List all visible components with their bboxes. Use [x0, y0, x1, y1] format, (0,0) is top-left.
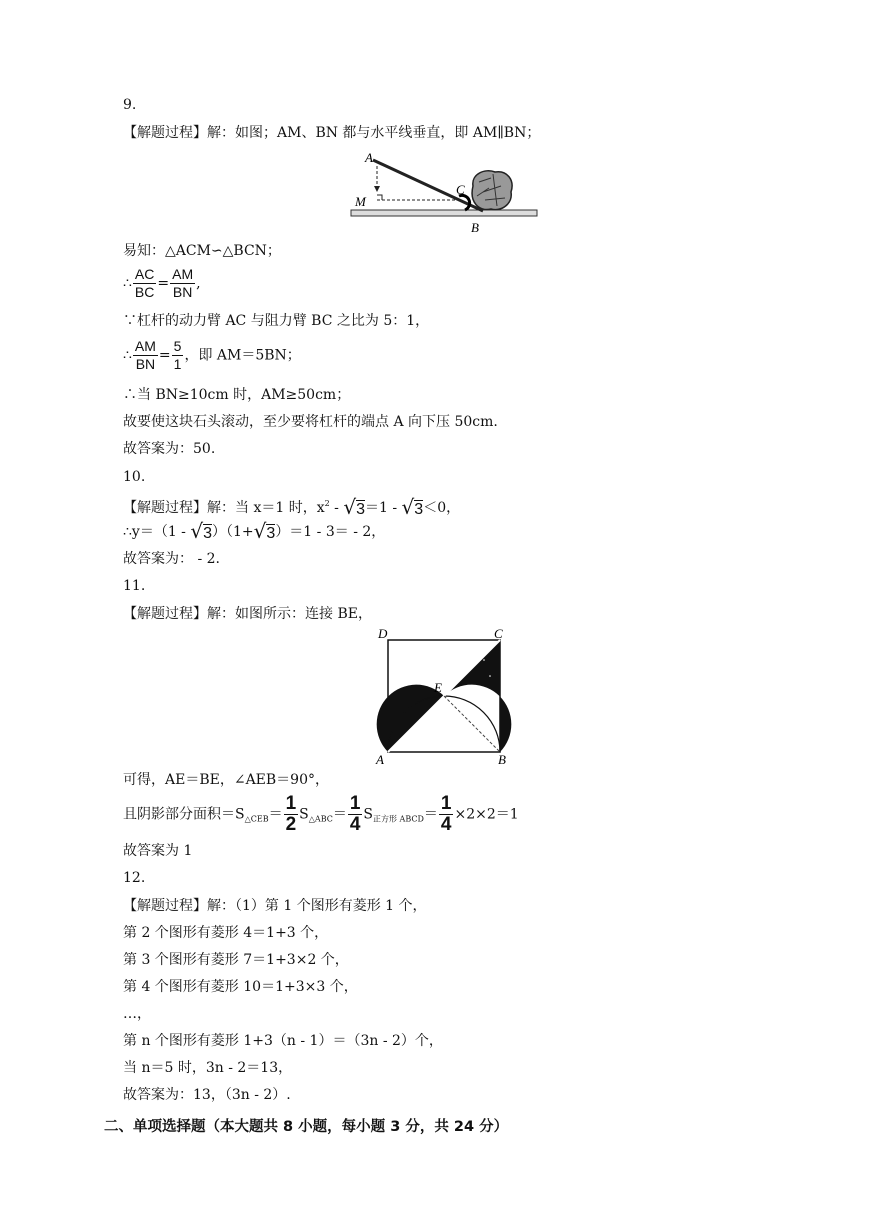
label-M: M	[355, 194, 366, 209]
fraction-am-bn-2: $\frac{AM}{BN}$	[134, 338, 156, 372]
sqrt-3: √3	[253, 519, 276, 543]
q12-answer: 故答案为：13，（3n - 2）.	[123, 1087, 291, 1103]
label-B: B	[471, 220, 479, 235]
label-A: A	[376, 752, 384, 766]
q12-line: 第 4 个图形有菱形 10＝1+3×3 个，	[123, 979, 358, 995]
fraction-one-quarter: $\frac{1}{4}$	[349, 793, 361, 835]
equals: =	[157, 275, 170, 292]
q12-line: 第 2 个图形有菱形 4＝1+3 个，	[123, 925, 329, 941]
q9-conclusion: 故要使这块石头滚动，至少要将杠杆的端点 A 向下压 50cm.	[123, 414, 498, 430]
q11-answer: 故答案为 1	[123, 843, 193, 859]
q10-answer: 故答案为： - 2.	[123, 551, 220, 567]
sqrt-3: √3	[401, 495, 424, 519]
q11-area-line: 且阴影部分面积$=S_{\triangle CEB}=$ $\frac{1}{2}$ $S_{\triangle ABC}=$ $\frac{1}{4}$ $S_{正方形 ABCD}=$ $\frac{1}{4}$ ×2×2＝1	[123, 793, 519, 835]
q9-similar: 易知：△ACM∽△BCN；	[123, 243, 281, 259]
q9-number: 9.	[123, 97, 137, 113]
q10-line2: ∴y＝（1 - √3）（1+√3）＝1 - 3＝ - 2，	[123, 519, 386, 543]
process-text: 解：如图；AM、BN 都与水平线垂直，即 AM∥BN；	[207, 125, 541, 141]
q11-process-line: 【解题过程】解：如图所示：连接 BE，	[123, 606, 372, 622]
comma: ,	[196, 275, 201, 292]
q12-line: 第 3 个图形有菱形 7＝1+3×2 个，	[123, 952, 349, 968]
q12-process-line: 【解题过程】解：（1）第 1 个图形有菱形 1 个，	[123, 898, 427, 914]
fraction-am-bn: $\frac{AM}{BN}$	[172, 266, 194, 300]
q11-number: 11.	[123, 578, 146, 594]
q9-when: ∴当 BN≥10cm 时，AM≥50cm；	[123, 387, 351, 403]
fraction-ac-bc: $\frac{AC}{BC}$	[134, 266, 155, 300]
sqrt-3: √3	[190, 519, 213, 543]
q10-number: 10.	[123, 469, 146, 485]
rock-icon	[472, 171, 512, 210]
process-tag: 【解题过程】	[123, 125, 207, 141]
q9-because: ∵杠杆的动力臂 AC 与阻力臂 BC 之比为 5：1，	[123, 313, 430, 329]
q12-line: …，	[123, 1006, 151, 1022]
q10-line1: 【解题过程】解：当 x＝1 时，$x^2 - √3=1 - √3<0$，	[123, 495, 461, 519]
label-E: E	[434, 680, 442, 695]
label-B: B	[498, 752, 506, 766]
q9-answer: 故答案为：50.	[123, 441, 216, 457]
label-C: C	[456, 182, 465, 197]
q9-am-line: ∴ $\frac{AM}{BN}$ = $\frac{5}{1}$ ，即 AM＝5BN；	[123, 338, 301, 372]
label-A: A	[365, 150, 373, 165]
sqrt-3: √3	[343, 495, 365, 519]
q9-process-line	[123, 124, 540, 142]
q12-number: 12.	[123, 870, 146, 886]
fraction-5-1: $\frac{5}{1}$	[173, 338, 182, 372]
label-C: C	[494, 626, 503, 641]
lever-figure	[345, 148, 545, 238]
q12-line: 当 n＝5 时，3n - 2＝13，	[123, 1060, 293, 1076]
therefore-symbol: ∴	[123, 275, 132, 292]
label-D: D	[378, 626, 388, 641]
section-heading: 二、单项选择题（本大题共 8 小题，每小题 3 分，共 24 分）	[104, 1119, 509, 1135]
fraction-one-half: $\frac{1}{2}$	[285, 793, 297, 835]
square-figure	[372, 624, 512, 766]
q12-line: 第 n 个图形有菱形 1+3（n - 1）＝（3n - 2）个，	[123, 1033, 443, 1049]
am-eq-text: ，即 AM＝5BN；	[184, 347, 301, 364]
q11-obtain: 可得，AE＝BE，∠AEB＝90°，	[123, 772, 330, 788]
fraction-one-quarter-2: $\frac{1}{4}$	[440, 793, 452, 835]
q9-ratio-line	[123, 266, 201, 301]
